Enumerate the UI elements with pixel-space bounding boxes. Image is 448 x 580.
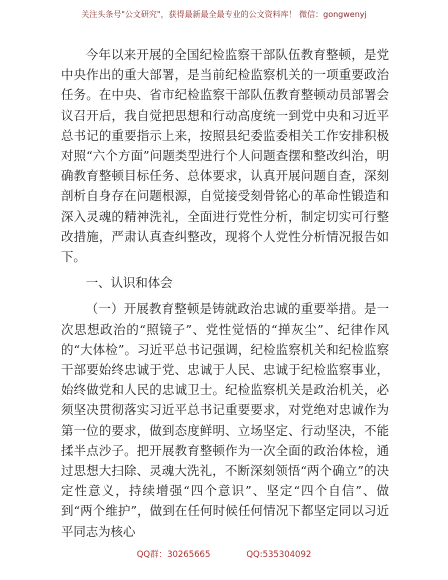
footer-contact [0, 548, 448, 560]
section-paragraph: （一）开展教育整顿是铸就政治忠诚的重要举措。是一次思想政治的“照镜子”、党性觉悟的“掸灰尘”、纪律作风的“大体检”。习近平总书记强调，纪检监察机关和纪检监察干部要始终忠诚于党、忠诚于人民、忠诚于纪检监察事业，始终做党和人民的忠诚卫士。纪检监察机关是政治机关，必须坚决贯彻落实习近平总书记重要要求，对党绝对忠诚作为第一位的要求，做到态度鲜明、立场坚定、行动坚决，不能揉半点沙子。把开展教育整顿作为一次全面的政治体检，通过思想大扫除、灵魂大洗礼，不断深刻领悟“两个确立”的决定性意义，持续增强“四个意识”、坚定“四个自信”、做到“两个维护”，做到在任何时候任何情况下都坚定同以习近平同志为核心 [61, 301, 389, 539]
section-title: 一、认识和体会 [85, 275, 173, 291]
footer-qq-group: QQ群：30265665 [136, 550, 211, 560]
footer-qq: QQ:535304092 [246, 550, 312, 560]
intro-paragraph: 今年以来开展的全国纪检监察干部队伍教育整顿，是党中央作出的重大部署，是当前纪检监察机关的一项重要政治任务。在中央、省市纪检监察干部队伍教育整顿动员部署会议召开后，我自觉把思想和行动高度统一到党中央和习近平总书记的重要指示上来，按照县纪委监委相关工作安排积极对照“六个方面”问题类型进行个人问题查摆和整改纠治，明确教育整顿目标任务、总体要求，认真开展问题自查，深刻剖析自身存在问题根源，自觉接受刻骨铭心的革命性锻造和深入灵魂的精神洗礼，全面进行党性分析，制定切实可行整改措施，严肃认真查纠整改，现将个人党性分析情况报告如下。 [61, 47, 389, 265]
document-body [61, 45, 389, 542]
header-banner: 关注头条号"公文研究"，获得最新最全最专业的公文资料库！ 微信：gongwenyj [81, 10, 367, 19]
